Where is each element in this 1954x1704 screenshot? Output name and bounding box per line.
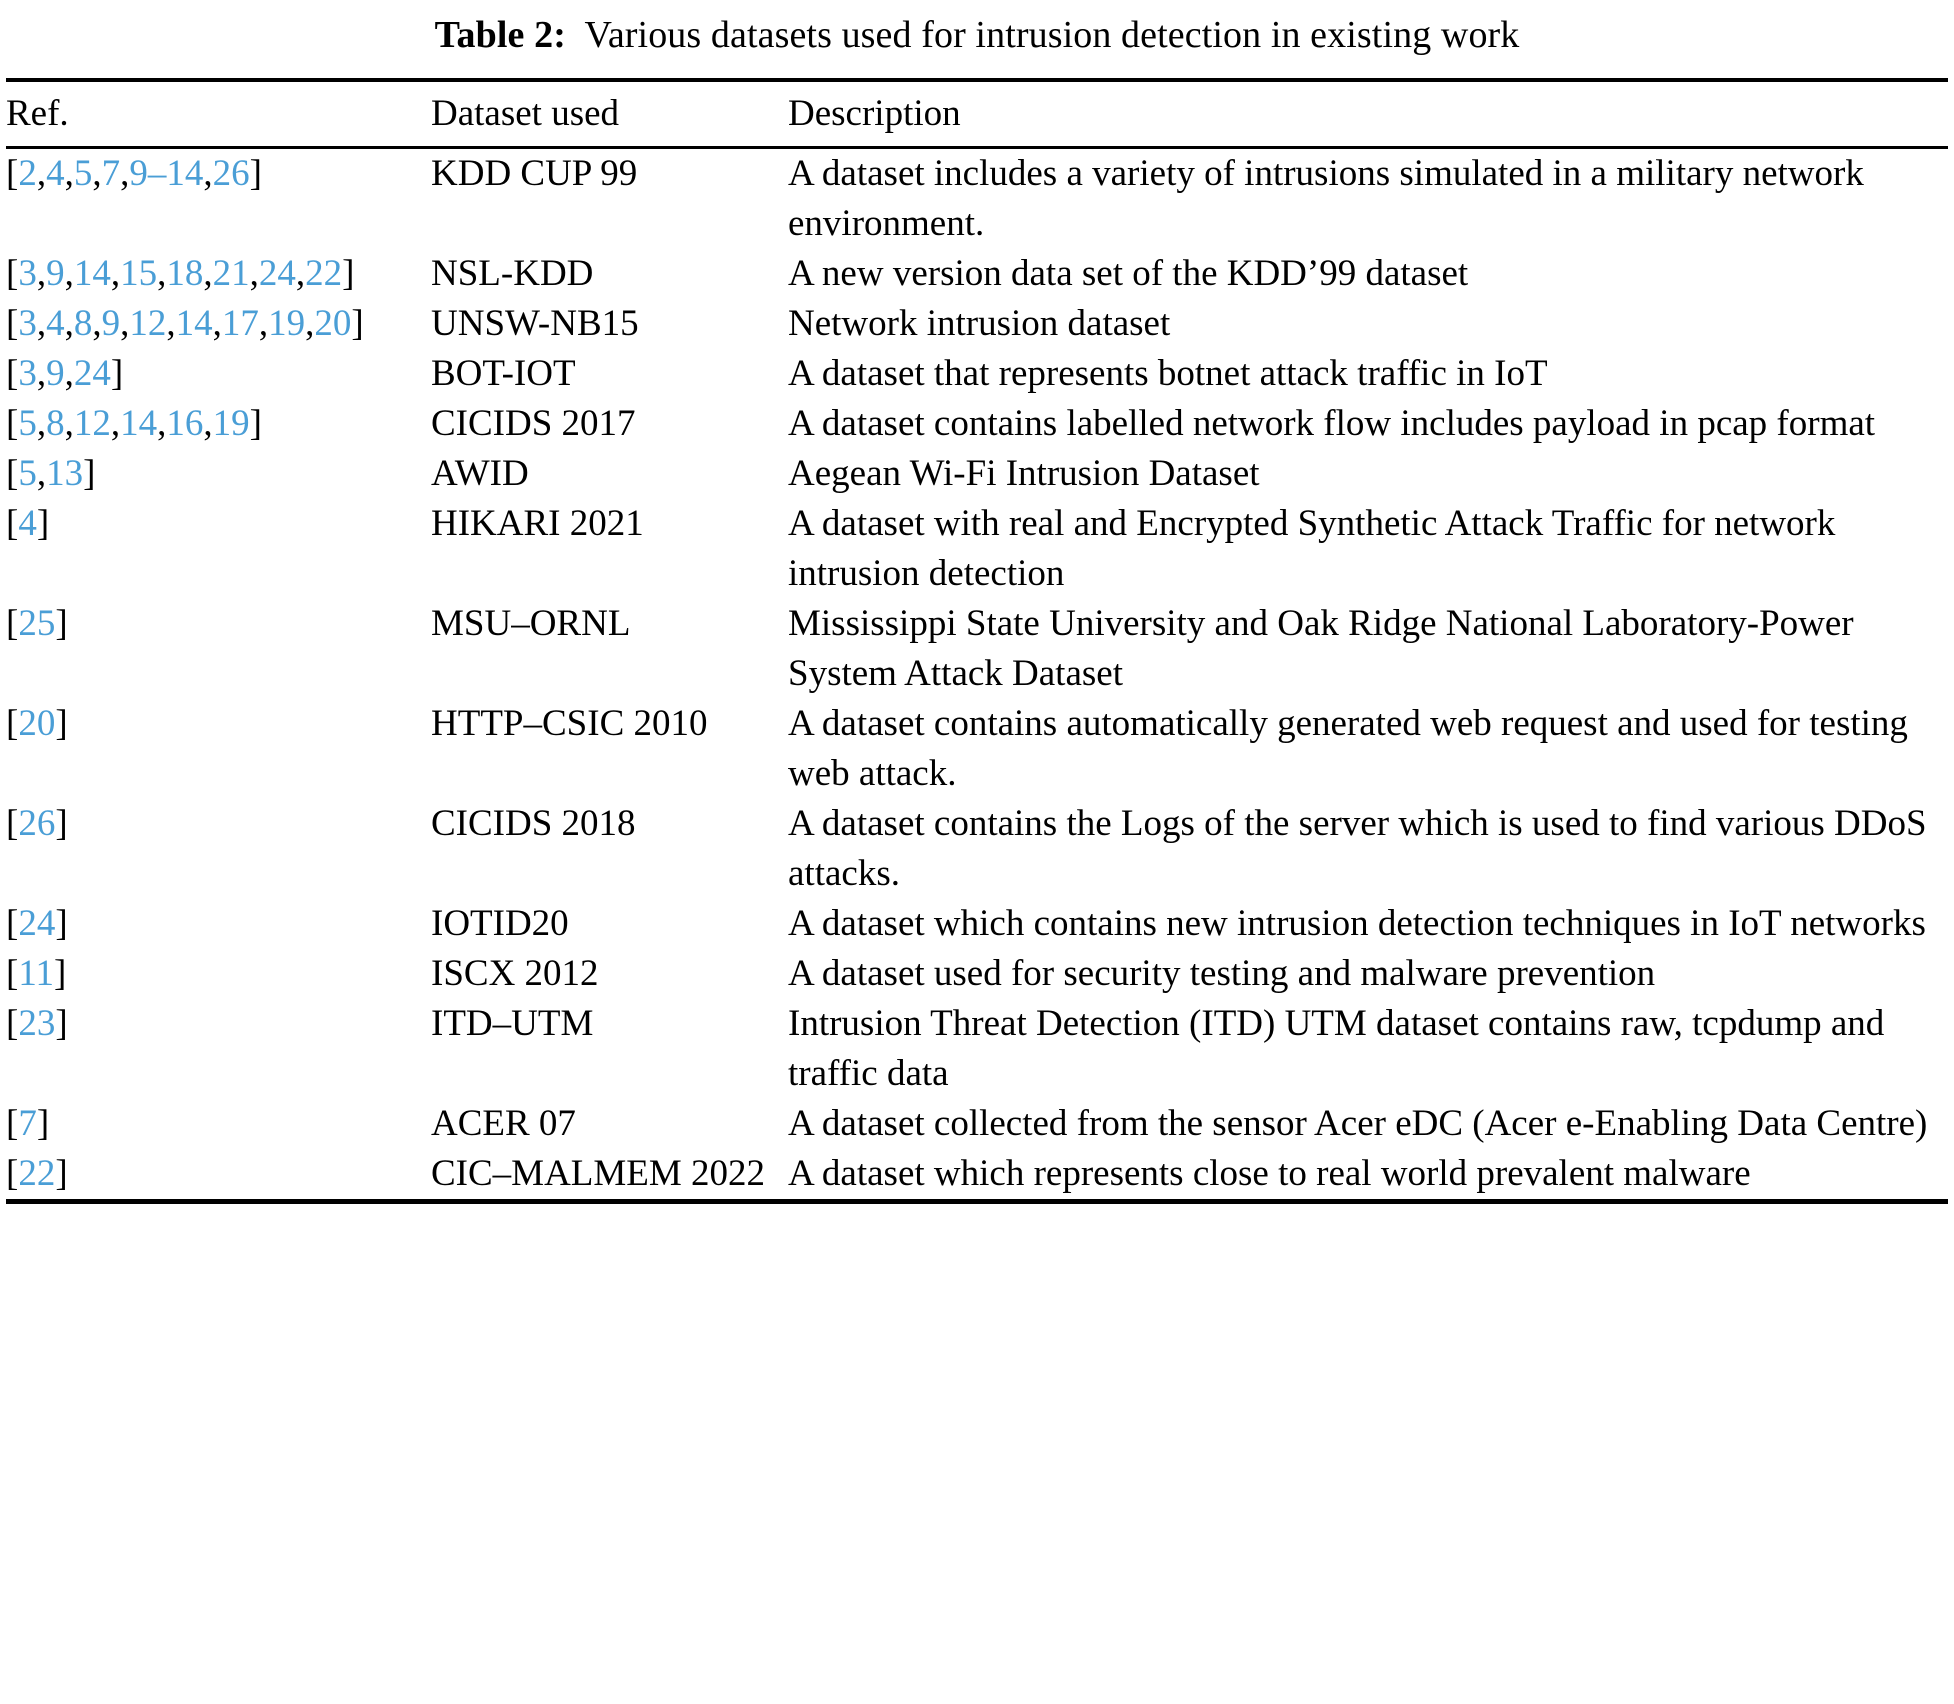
citation-bracket-open: [ — [6, 1003, 19, 1044]
datasets-table — [6, 82, 1948, 146]
citation-link[interactable]: 20 — [18, 703, 56, 744]
citation-link[interactable]: 23 — [18, 1003, 56, 1044]
citation-bracket-open: [ — [6, 703, 19, 744]
cell-dataset: ACER 07 — [431, 1103, 576, 1144]
table-row — [6, 399, 1948, 449]
table-row — [6, 799, 1948, 899]
citation-bracket-open: [ — [6, 803, 19, 844]
cell-description: A dataset used for security testing and malware prevention — [788, 953, 1656, 994]
cell-description: A dataset contains the Logs of the server which is used to find various DDoS attacks. — [788, 803, 1927, 894]
cell-dataset: NSL-KDD — [431, 253, 594, 294]
citation-link[interactable]: 11 — [18, 953, 54, 994]
citation-separator: , — [212, 303, 222, 344]
citation-separator: , — [166, 303, 176, 344]
citation-link[interactable]: 12 — [73, 403, 111, 444]
table-row — [6, 449, 1948, 499]
cell-description: A dataset contains labelled network flow includes payload in pcap format — [788, 403, 1876, 444]
citation-bracket-close: ] — [83, 453, 96, 494]
citation-bracket-close: ] — [36, 1103, 50, 1144]
citation-link[interactable]: 17 — [221, 303, 259, 344]
citation-link[interactable]: 24 — [18, 903, 56, 944]
cell-ref — [6, 249, 431, 299]
table-bottom-rule — [6, 1199, 1948, 1204]
citation-bracket-close: ] — [249, 403, 262, 444]
table-row — [6, 1099, 1948, 1149]
citation-separator: , — [92, 153, 102, 194]
table-caption — [6, 0, 1948, 66]
citation-link[interactable]: 20 — [314, 303, 352, 344]
citation-separator: , — [295, 253, 306, 294]
citation-link[interactable]: 12 — [129, 303, 167, 344]
citation-bracket-open: [ — [6, 153, 19, 194]
citation-separator: , — [64, 153, 74, 194]
table-caption-text: Various datasets used for intrusion detection in existing work — [584, 14, 1520, 56]
cell-ref — [6, 799, 431, 899]
citation-bracket-close: ] — [110, 353, 124, 394]
citation-bracket-close: ] — [249, 153, 262, 194]
cell-ref — [6, 999, 431, 1099]
citation-bracket-open: [ — [6, 303, 19, 344]
citation-bracket-close: ] — [36, 503, 50, 544]
citation-separator: , — [64, 303, 74, 344]
table-row — [6, 699, 1948, 799]
table-row — [6, 499, 1948, 599]
cell-dataset: CICIDS 2018 — [431, 803, 636, 844]
citation-link[interactable]: 21 — [212, 253, 250, 294]
citation-bracket-open: [ — [6, 253, 19, 294]
citation-separator: , — [92, 303, 102, 344]
citation-bracket-close: ] — [55, 903, 68, 944]
cell-dataset: HTTP–CSIC 2010 — [431, 703, 708, 744]
cell-dataset: AWID — [431, 453, 529, 494]
citation-bracket-open: [ — [6, 403, 19, 444]
citation-separator: , — [36, 253, 47, 294]
cell-dataset: ITD–UTM — [431, 1003, 594, 1044]
citation-link[interactable]: 26 — [212, 153, 250, 194]
citation-separator: , — [64, 403, 74, 444]
cell-description: Intrusion Threat Detection (ITD) UTM dataset contains raw, tcpdump and traffic data — [788, 1003, 1885, 1094]
citation-link[interactable]: 26 — [18, 803, 56, 844]
citation-link[interactable]: 22 — [18, 1153, 56, 1194]
cell-dataset: BOT-IOT — [431, 353, 576, 394]
citation-link[interactable]: 5 — [18, 453, 37, 494]
table-row — [6, 999, 1948, 1099]
citation-link[interactable]: 9–14 — [129, 153, 204, 194]
table-row — [6, 1149, 1948, 1199]
citation-separator: , — [64, 353, 74, 394]
citation-link[interactable]: 18 — [166, 253, 204, 294]
cell-description: A new version data set of the KDD’99 dataset — [788, 253, 1469, 294]
citation-bracket-open: [ — [6, 353, 19, 394]
cell-dataset: ISCX 2012 — [431, 953, 599, 994]
citation-link[interactable]: 8 — [73, 303, 93, 344]
citation-separator: , — [120, 153, 130, 194]
cell-description: A dataset with real and Encrypted Synthetic Attack Traffic for network intrusion detection — [788, 503, 1836, 594]
citation-link[interactable]: 24 — [258, 253, 296, 294]
cell-description: Network intrusion dataset — [788, 303, 1171, 344]
citation-separator: , — [120, 303, 130, 344]
citation-separator: , — [110, 253, 121, 294]
cell-ref — [6, 699, 431, 799]
cell-description: Mississippi State University and Oak Ridge National Laboratory-Power System Attack Dataset — [788, 603, 1854, 694]
citation-link[interactable]: 24 — [73, 353, 111, 394]
cell-dataset: CICIDS 2017 — [431, 403, 636, 444]
cell-description: Aegean Wi-Fi Intrusion Dataset — [788, 453, 1260, 494]
citation-link[interactable]: 3 — [18, 253, 37, 294]
table-row — [6, 349, 1948, 399]
citation-link[interactable]: 7 — [18, 1103, 37, 1144]
citation-link[interactable]: 16 — [166, 403, 204, 444]
citation-separator: , — [203, 153, 213, 194]
citation-bracket-open: [ — [6, 1103, 19, 1144]
cell-dataset: UNSW-NB15 — [431, 303, 639, 344]
column-header-dataset: Dataset used — [431, 93, 620, 134]
citation-link[interactable]: 4 — [46, 303, 65, 344]
cell-ref — [6, 1149, 431, 1199]
cell-description: A dataset that represents botnet attack traffic in IoT — [788, 353, 1548, 394]
citation-bracket-open: [ — [6, 903, 19, 944]
column-header-ref: Ref. — [6, 93, 69, 134]
cell-description: A dataset includes a variety of intrusions simulated in a military network environment. — [788, 153, 1864, 244]
citation-bracket-open: [ — [6, 953, 19, 994]
citation-separator: , — [203, 403, 213, 444]
citation-link[interactable]: 4 — [18, 503, 37, 544]
citation-link[interactable]: 14 — [73, 253, 111, 294]
table-row — [6, 949, 1948, 999]
cell-description: A dataset contains automatically generated web request and used for testing web attack. — [788, 703, 1908, 794]
cell-ref — [6, 449, 431, 499]
cell-description: A dataset collected from the sensor Acer eDC (Acer e-Enabling Data Centre) — [788, 1103, 1928, 1144]
citation-separator: , — [36, 453, 47, 494]
cell-ref — [6, 1099, 431, 1149]
citation-separator: , — [249, 253, 259, 294]
cell-ref — [6, 149, 431, 249]
citation-link[interactable]: 13 — [46, 453, 84, 494]
citation-bracket-close: ] — [53, 953, 67, 994]
datasets-table-body — [6, 149, 1948, 1199]
citation-separator: , — [110, 403, 121, 444]
table-caption-label: Table 2: — [434, 14, 566, 56]
citation-separator: , — [36, 353, 47, 394]
citation-link[interactable]: 14 — [120, 403, 158, 444]
citation-link[interactable]: 19 — [212, 403, 250, 444]
table-row — [6, 249, 1948, 299]
citation-separator: , — [36, 303, 47, 344]
citation-bracket-open: [ — [6, 453, 19, 494]
cell-ref — [6, 899, 431, 949]
citation-link[interactable]: 5 — [73, 153, 93, 194]
cell-ref — [6, 499, 431, 599]
citation-link[interactable]: 3 — [18, 353, 37, 394]
citation-link[interactable]: 22 — [305, 253, 343, 294]
citation-bracket-open: [ — [6, 603, 19, 644]
citation-bracket-close: ] — [55, 803, 68, 844]
citation-link[interactable]: 9 — [46, 253, 65, 294]
citation-link[interactable]: 8 — [46, 403, 65, 444]
cell-dataset: HIKARI 2021 — [431, 503, 644, 544]
citation-link[interactable]: 5 — [18, 403, 37, 444]
cell-dataset: MSU–ORNL — [431, 603, 631, 644]
cell-dataset: IOTID20 — [431, 903, 569, 944]
cell-ref — [6, 349, 431, 399]
citation-link[interactable]: 19 — [268, 303, 306, 344]
citation-link[interactable]: 15 — [120, 253, 158, 294]
citation-link[interactable]: 7 — [101, 153, 121, 194]
table-row — [6, 899, 1948, 949]
citation-separator: , — [258, 303, 269, 344]
citation-link[interactable]: 25 — [18, 603, 56, 644]
table-body — [6, 149, 1948, 1199]
citation-separator: , — [64, 253, 74, 294]
citation-link[interactable]: 9 — [101, 303, 121, 344]
citation-bracket-close: ] — [55, 1003, 68, 1044]
table-header — [6, 82, 1948, 146]
cell-dataset: KDD CUP 99 — [431, 153, 638, 194]
citation-bracket-close: ] — [55, 1153, 68, 1194]
citation-bracket-close: ] — [351, 303, 364, 344]
table-row — [6, 149, 1948, 249]
citation-link[interactable]: 9 — [46, 353, 65, 394]
cell-ref — [6, 399, 431, 449]
cell-description: A dataset which represents close to real world prevalent malware — [788, 1153, 1751, 1194]
citation-bracket-close: ] — [55, 603, 68, 644]
citation-separator: , — [203, 253, 213, 294]
cell-dataset: CIC–MALMEM 2022 — [431, 1153, 766, 1194]
citation-link[interactable]: 3 — [18, 303, 37, 344]
citation-separator: , — [157, 403, 167, 444]
column-header-description: Description — [788, 93, 961, 134]
citation-bracket-open: [ — [6, 1153, 19, 1194]
citation-bracket-open: [ — [6, 503, 19, 544]
cell-ref — [6, 299, 431, 349]
citation-bracket-close: ] — [342, 253, 355, 294]
cell-ref — [6, 949, 431, 999]
table-header-row — [6, 82, 1948, 146]
citation-separator: , — [36, 153, 47, 194]
citation-separator: , — [157, 253, 167, 294]
citation-link[interactable]: 14 — [175, 303, 213, 344]
table-row — [6, 599, 1948, 699]
citation-separator: , — [305, 303, 315, 344]
citation-bracket-close: ] — [55, 703, 68, 744]
cell-description: A dataset which contains new intrusion detection techniques in IoT networks — [788, 903, 1926, 944]
table-row — [6, 299, 1948, 349]
citation-link[interactable]: 2 — [18, 153, 37, 194]
citation-separator: , — [36, 403, 47, 444]
citation-link[interactable]: 4 — [46, 153, 65, 194]
cell-ref — [6, 599, 431, 699]
